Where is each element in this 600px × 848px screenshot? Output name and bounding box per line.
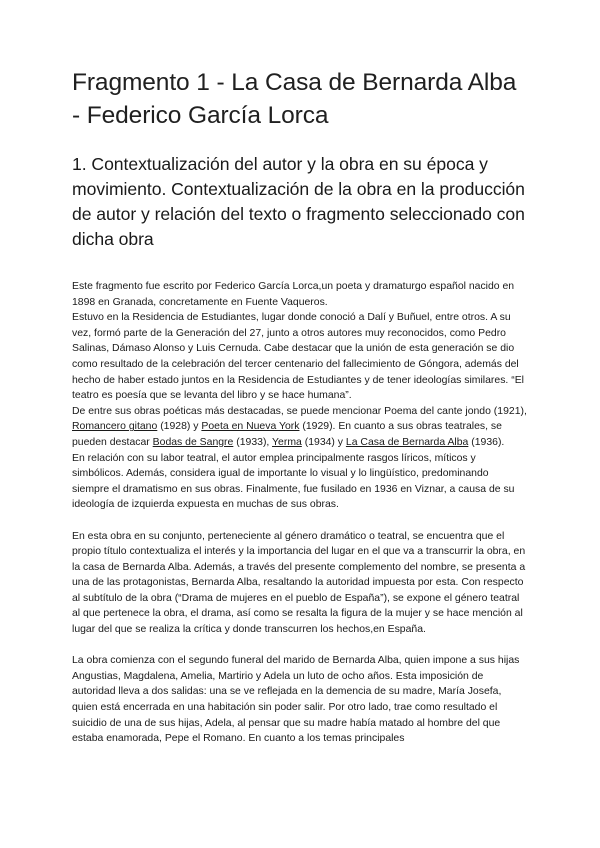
document-page bbox=[72, 66, 528, 747]
works-text-2: (1928) y bbox=[157, 421, 202, 433]
paragraph-residencia: Estuvo en la Residencia de Estudiantes, lugar donde conoció a Dalí y Buñuel, entre otros. A su vez, formó parte de la Generación del 27, junto a otros autores muy reconocidos, como Pedro Salinas, Dámaso Alonso y Luis Cernuda. Cabe destacar que la unión de esta generación se dio como resultado de la celebración del tercer centenario del fallecimiento de Góngora, además del hecho de haber estado juntos en la Residencia de Estudiantes y de tener ideologías similares. “El teatro es poesía que se levanta del libro y se hace humana”. bbox=[72, 312, 524, 402]
document-body bbox=[72, 279, 528, 747]
works-text-5: (1934) y bbox=[301, 436, 346, 448]
link-bodas-de-sangre[interactable]: Bodas de Sangre bbox=[152, 436, 234, 448]
works-text-4: (1933), bbox=[233, 436, 273, 448]
document-title: Fragmento 1 - La Casa de Bernarda Alba - Federico García Lorca bbox=[72, 69, 517, 129]
works-text-1: De entre sus obras poéticas más destacadas, se puede mencionar Poema del cante jondo (1921), bbox=[72, 405, 527, 417]
section-heading: 1. Contextualización del autor y la obra en su época y movimiento. Contextualización de la obra en la producción de autor y relación del texto o fragmento seleccionado con dicha obra bbox=[72, 154, 525, 249]
paragraph-works bbox=[72, 404, 528, 451]
link-yerma[interactable]: Yerma bbox=[272, 436, 302, 448]
link-poeta-en-nueva-york[interactable]: Poeta en Nueva York bbox=[201, 421, 300, 433]
paragraph-theatre-style: En relación con su labor teatral, el autor emplea principalmente rasgos líricos, míticos y simbólicos. Además, considera igual de importante lo visual y lo lingüístico, predominando siempre el dramatismo en sus obras. Finalmente, fue fusilado en 1936 en Viznar, a causa de su ideología de izquierda expuesta en muchas de sus obras. bbox=[72, 452, 515, 511]
link-romancero-gitano[interactable]: Romancero gitano bbox=[72, 421, 158, 433]
works-text-6: (1936). bbox=[468, 436, 505, 448]
paragraph-author-birth: Este fragmento fue escrito por Federico García Lorca,un poeta y dramaturgo español nacido en 1898 en Granada, concretamente en Fuente Vaqueros. bbox=[72, 281, 515, 308]
paragraph-title-analysis: En esta obra en su conjunto, perteneciente al género dramático o teatral, se encuentra que el propio título contextualiza el interés y la importancia del lugar en el que va a transcurrir la obra, en la casa de Bernarda Alba. Además, a través del presente complemento del nombre, se presenta a una de las protagonistas, Bernarda Alba, resaltando la autoridad impuesta por esta. Con respecto al subtítulo de la obra (“Drama de mujeres en el pueblo de España”), se expone el género teatral al que pertenece la obra, el drama, así como se resalta la figura de la mujer y se hace mención al lugar del que se realiza la crítica y donde transcurren los hechos,en España. bbox=[72, 530, 526, 636]
link-la-casa-de-bernarda-alba[interactable]: La Casa de Bernarda Alba bbox=[345, 436, 469, 448]
paragraph-plot: La obra comienza con el segundo funeral del marido de Bernarda Alba, quien impone a sus hijas Angustias, Magdalena, Amelia, Martirio y Adela un luto de ocho años. Esta imposición de autoridad lleva a dos salidas: una se ve reflejada en la demencia de su madre, María Josefa, quien está encerrada en una habitación sin poder salir. Por otro lado, trae como resultado el suicidio de una de sus hijas, Adela, al pensar que su madre había matado al hombre del que estaba enamorada, Pepe el Romano. En cuanto a los temas principales bbox=[72, 655, 520, 745]
works-text-3: (1929). En cuanto a sus obras teatrales, se pueden destacar bbox=[72, 421, 502, 448]
